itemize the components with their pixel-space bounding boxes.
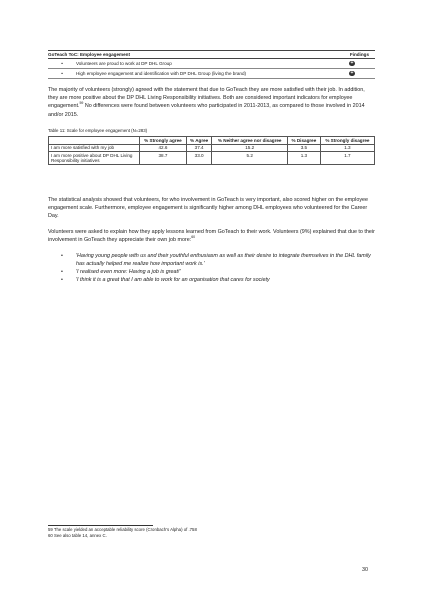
- toc-findings-box: [48, 50, 375, 79]
- table-cell: 5.2: [212, 152, 288, 165]
- quote-list: [48, 252, 375, 284]
- table-header-cell: % Strongly agree: [140, 137, 187, 145]
- toc-row: [48, 59, 375, 69]
- table-header-cell: [49, 137, 140, 145]
- bullet-icon: •: [61, 253, 63, 259]
- toc-row-text: Volunteers are proud to work at DP DHL Group: [76, 61, 172, 66]
- toc-header-title: GoTeach ToC: Employee engagement: [48, 52, 131, 57]
- table-caption: Table 11: Scale for employee engagement (N=283): [48, 128, 148, 133]
- toc-header-findings: Findings: [349, 52, 369, 57]
- table-row-label: I am more satisfied with my job: [49, 144, 140, 152]
- bullet-icon: •: [61, 71, 63, 76]
- table-cell: 15.2: [212, 144, 288, 152]
- bullet-icon: •: [61, 61, 63, 66]
- table-row: [49, 152, 375, 165]
- table-header-cell: % Agree: [186, 137, 212, 145]
- footnote-ref: 59: [79, 101, 84, 106]
- paragraph-statistical-analysis: The statistical analysis showed that volunteers, for who involvement in GoTeach is very important, also scored higher on the employee engagement scale. Furthermore, employee engagement is significantly higher among DHL employees who volunteered for the Career Day.: [48, 197, 369, 220]
- footnote: 60 See also table 14, annex C.: [48, 533, 107, 538]
- table-cell: 1.3: [287, 152, 320, 165]
- table-cell: 42.6: [140, 144, 187, 152]
- plus-circle-icon: +: [350, 59, 354, 66]
- footnote: 59 The scale yielded an acceptable reliability score (Cronbach's Alpha) of .758: [48, 527, 197, 532]
- table-cell: 1.7: [320, 152, 374, 165]
- table-header-cell: % Neither agree nor disagree: [212, 137, 288, 145]
- footnotes: [48, 527, 197, 539]
- toc-row: [48, 69, 375, 79]
- paragraph-engagement: The majority of volunteers (strongly) agreed with the statement that due to GoTeach they are more satisfied with their job. In addition, they are more positive about the DP DHL Living Responsibility initiatives. Both are considered important indicators for employee engagement.$^{59}$ No differences were found between volunteers who participated in 2011-2013, as compared to those involved in 2014 and/or 2015.: [48, 87, 365, 118]
- table-cell: 3.5: [287, 144, 320, 152]
- list-item: • 'I think it is a great that I am able to work for an organisation that cares for society: [48, 276, 375, 284]
- plus-circle-icon: +: [350, 69, 354, 76]
- page-number: 30: [362, 567, 368, 573]
- table-cell: 38.7: [140, 152, 187, 165]
- table-cell: 1.3: [320, 144, 374, 152]
- list-item: • 'Having young people with us and their youthful enthusiasm as well as their desire to integrate themselves in the DHL family has actually helped me realize how important work is.': [48, 252, 375, 268]
- table-row: [49, 144, 375, 152]
- paragraph-volunteers: Volunteers were asked to explain how they apply lessons learned from GoTeach to their work. Volunteers (9%) explained that due to their involvement in GoTeach they appreciate their own job more:$^{60}$: [48, 229, 375, 244]
- engagement-scale-table: [48, 136, 375, 165]
- toc-row-text: High employee engagement and identification with DP DHL Group (living the brand): [76, 71, 247, 76]
- footnote-divider: [48, 525, 153, 526]
- table-cell: 33.0: [186, 152, 212, 165]
- footnote-ref: 60: [191, 235, 196, 240]
- toc-header: [48, 50, 375, 59]
- bullet-icon: •: [61, 269, 63, 275]
- bullet-icon: •: [61, 277, 63, 283]
- list-item: • 'I realised even more: Having a job is great!': [48, 268, 375, 276]
- table-header-cell: % Strongly disagree: [320, 137, 374, 145]
- table-header-row: [49, 137, 375, 145]
- table-header-cell: % Disagree: [287, 137, 320, 145]
- table-cell: 37.4: [186, 144, 212, 152]
- table-row-label: I am more positive about DP DHL Living Responsibility initiatives: [49, 152, 140, 165]
